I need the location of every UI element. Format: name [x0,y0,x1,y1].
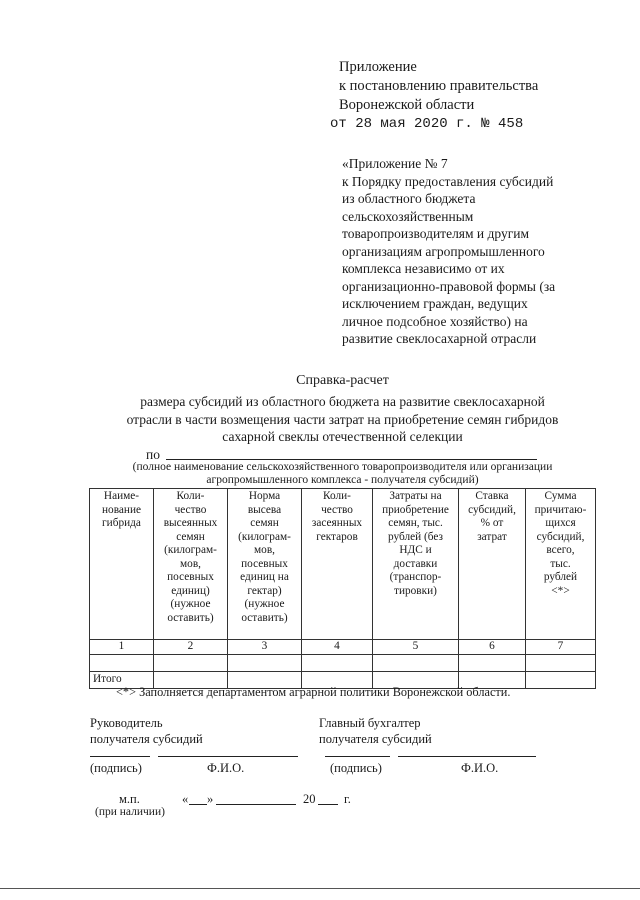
signature-line[interactable] [325,756,390,757]
fio-line[interactable] [398,756,536,757]
annex-line: «Приложение № 7 [342,156,448,171]
field-caption: (полное наименование сельскохозяйственного товаропроизводителя или организации [132,461,553,473]
annex-line: сельскохозяйственным [342,208,474,224]
column-number: 3 [228,640,302,655]
table-cell[interactable] [526,671,596,688]
signatory-title: Руководитель [90,716,163,730]
table-cell[interactable] [154,654,228,671]
annex-line: организациям агропромышленного [342,243,545,259]
column-number: 2 [154,640,228,655]
annex-line: личное подсобное хозяйство) на [342,313,528,329]
document-title: Справка-расчет [296,373,389,388]
date-quote-open: « [182,792,189,806]
day-field[interactable] [189,804,207,805]
stamp-label: м.п. [119,792,140,806]
fio-caption: Ф.И.О. [207,761,245,775]
year-field[interactable] [318,804,338,805]
signature-caption: (подпись) [90,761,142,775]
column-number: 4 [302,640,373,655]
annex-line: комплекса независимо от их [342,261,505,276]
column-number: 1 [90,640,154,655]
table-cell[interactable] [526,654,596,671]
footnote: <*> Заполняется департаментом аграрной политики Воронежской области. [116,685,511,699]
recipient-name-field[interactable] [166,459,537,460]
signatory-title: получателя субсидий [90,732,203,746]
fio-line[interactable] [158,756,298,757]
fio-caption: Ф.И.О. [461,761,499,775]
year-suffix: г. [344,792,351,806]
appendix-line: к постановлению правительства [339,78,539,94]
title-line: сахарной свеклы отечественной селекции [222,429,463,444]
signatory-title: получателя субсидий [319,732,432,746]
table-header-cell: Коли- чество высеянных семян (килограм- мов, посевных единиц) (нужное оставить) [154,489,228,640]
column-number: 6 [459,640,526,655]
table-row [90,654,596,671]
stamp-note: (при наличии) [95,806,165,818]
total-label: Итого [90,671,154,688]
order-date-number: от 28 мая 2020 г. № 458 [330,116,524,132]
table-header-cell: Наиме- нование гибрида [90,489,154,640]
month-field[interactable] [216,804,296,805]
annex-line: из областного бюджета [342,191,476,206]
table-cell[interactable] [459,654,526,671]
annex-line: товаропроизводителям и другим [342,226,530,241]
page-edge-line [0,888,640,889]
signature-line[interactable] [90,756,150,757]
table-header-row [90,489,596,640]
table-header-cell: Сумма причитаю- щихся субсидий, всего, тыс. рублей <*> [526,489,596,640]
signature-caption: (подпись) [330,761,382,775]
column-number: 5 [373,640,459,655]
table-header-cell: Коли- чество засеянных гектаров [302,489,373,640]
table-header-cell: Норма высева семян (килограм- мов, посевных единиц на гектар) (нужное оставить) [228,489,302,640]
table-header-cell: Затраты на приобретение семян, тыс. рублей (без НДС и доставки (транспор- тировки) [373,489,459,640]
field-caption: агропромышленного комплекса - получателя субсидий) [206,474,479,486]
column-number: 7 [526,640,596,655]
appendix-line: Воронежской области [339,97,475,113]
date-quote-close: » [207,792,214,806]
table-number-row [90,640,596,655]
annex-line: развитие свеклосахарной отрасли [342,331,537,346]
title-line: отрасли в части возмещения части затрат на приобретение семян гибридов [126,411,559,427]
table-cell[interactable] [302,654,373,671]
appendix-line: Приложение [339,59,417,75]
title-line: размера субсидий из областного бюджета на развитие свеклосахарной [140,394,545,409]
signatory-title: Главный бухгалтер [319,716,421,730]
year-century: 20 [303,792,316,806]
table-cell[interactable] [90,654,154,671]
table-cell[interactable] [228,654,302,671]
po-label: по [146,447,160,462]
annex-line: организационно-правовой формы (за [342,278,556,294]
table-header-cell: Ставка субсидий, % от затрат [459,489,526,640]
annex-line: к Порядку предоставления субсидий [342,173,554,189]
table-cell[interactable] [373,654,459,671]
calculation-table [89,488,596,689]
annex-line: исключением граждан, ведущих [342,296,528,311]
